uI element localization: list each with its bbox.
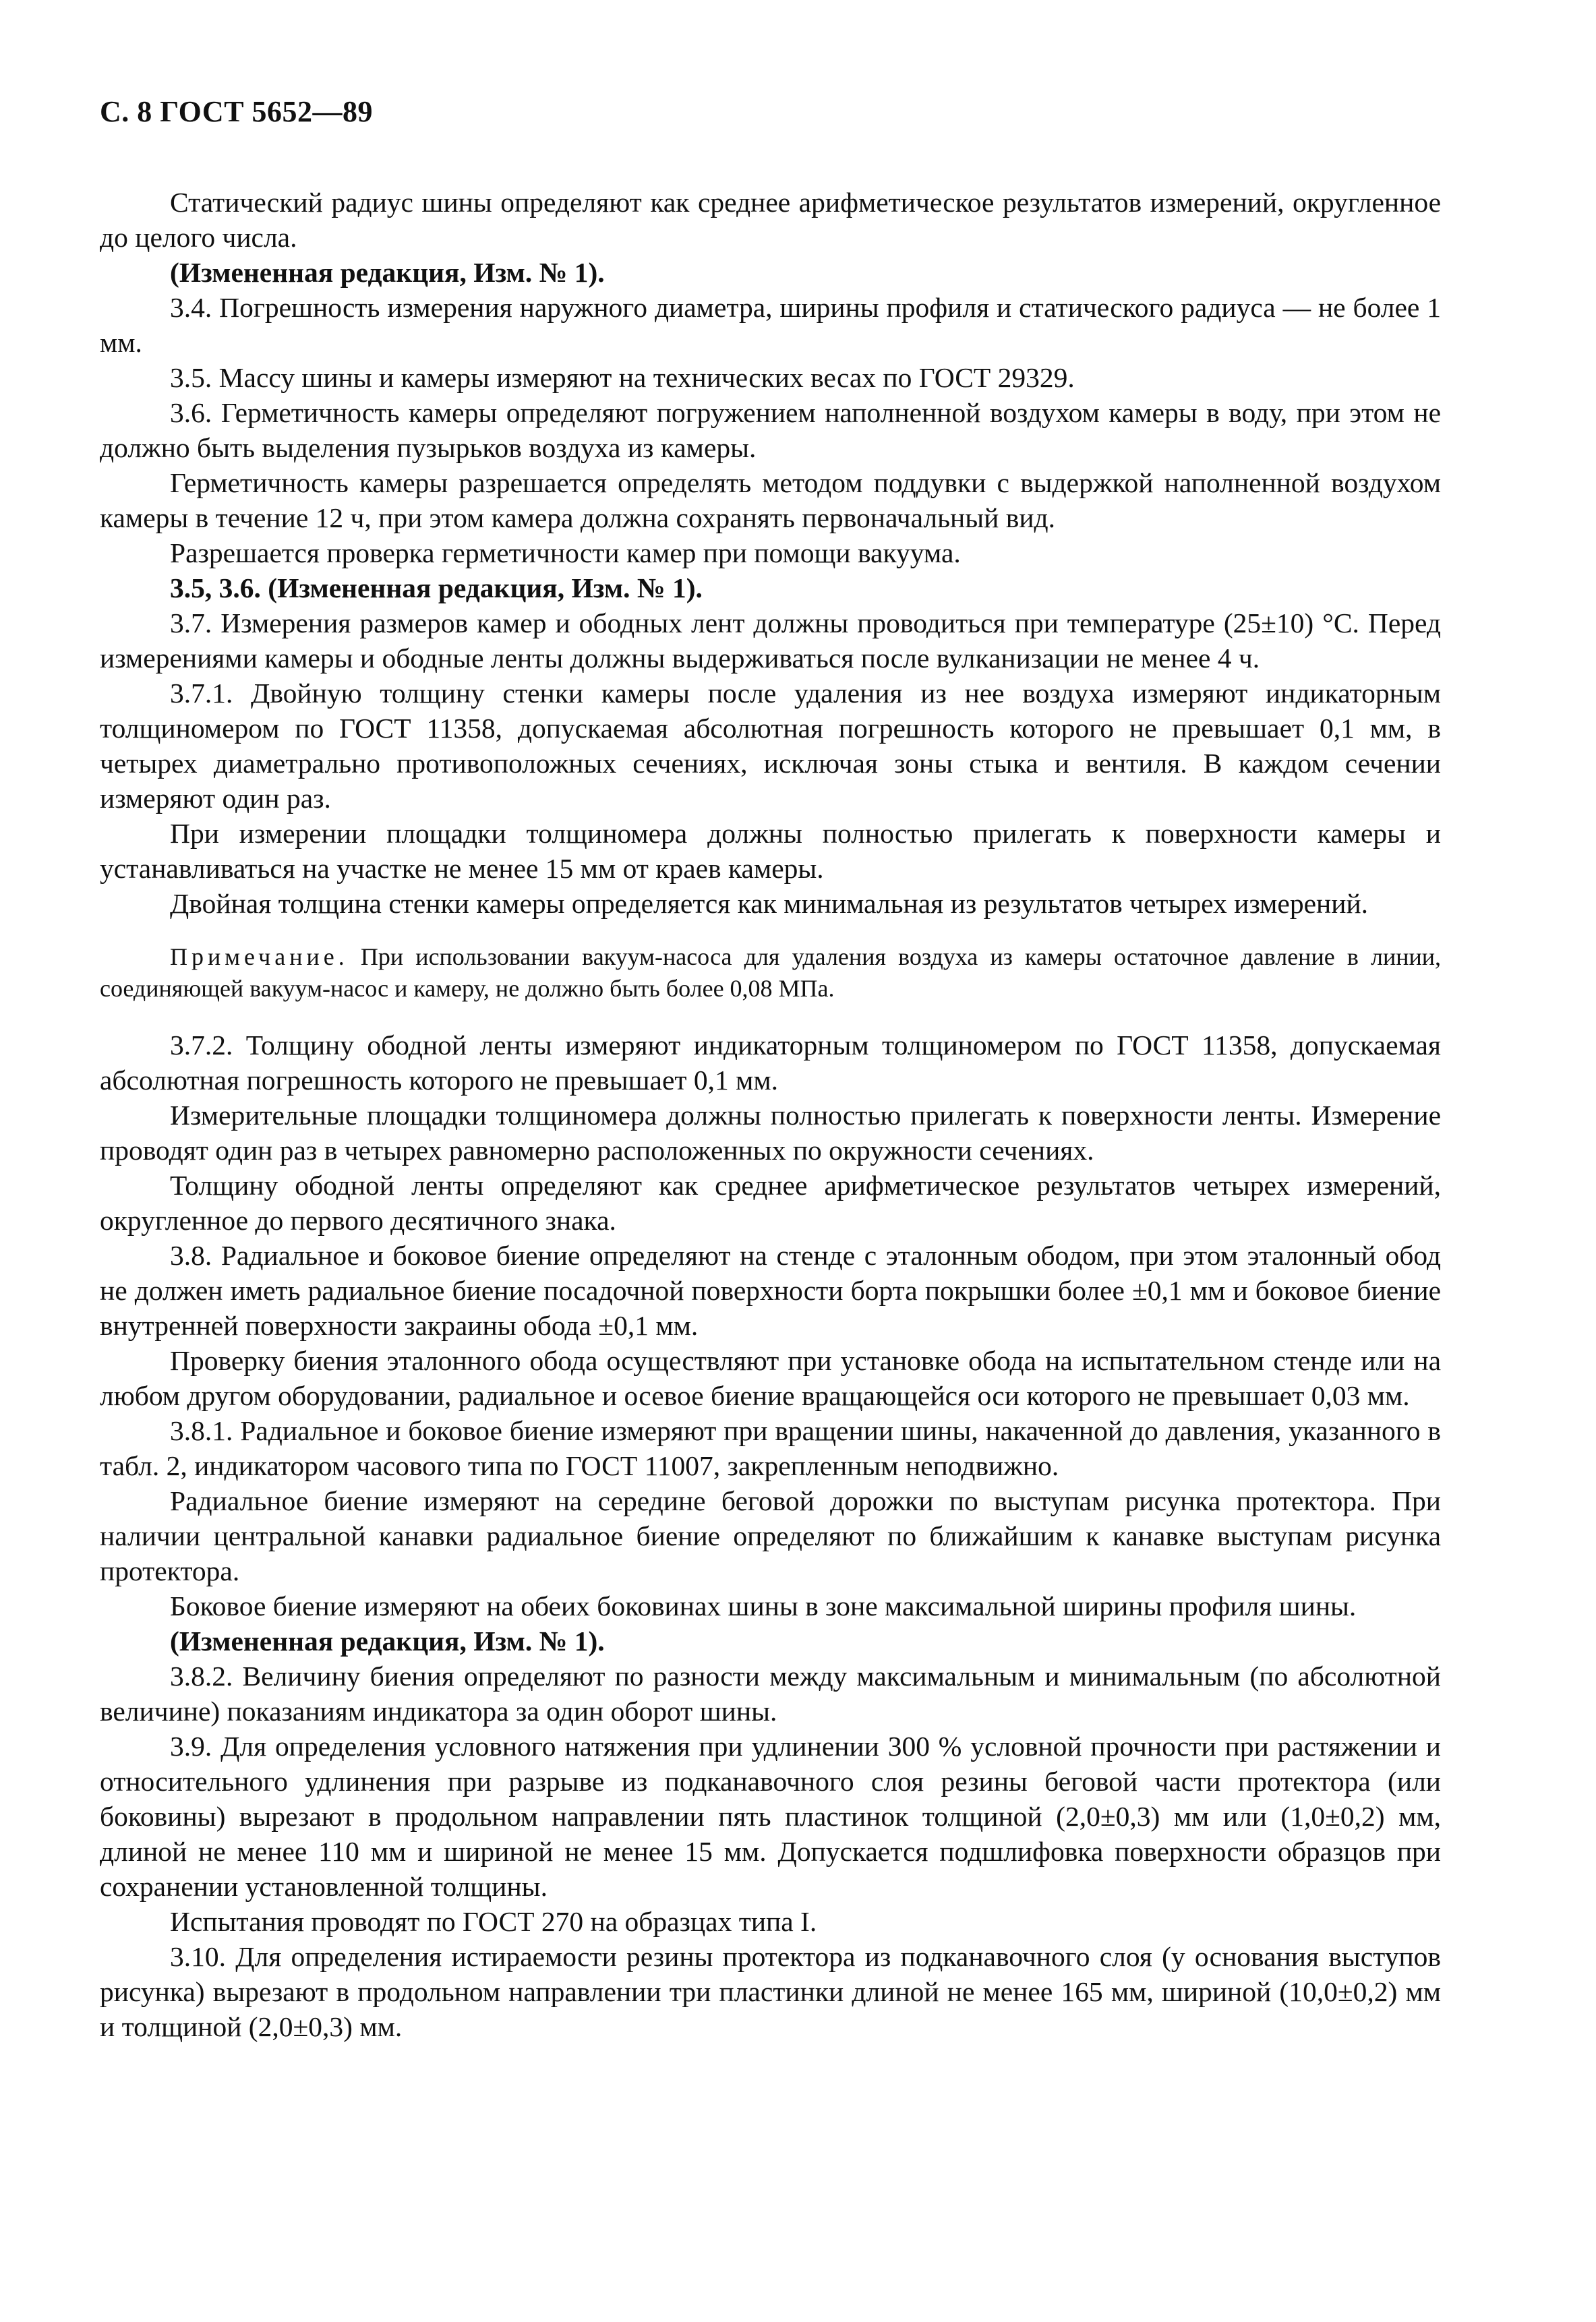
paragraph: 3.7.2. Толщину ободной ленты измеряют индикаторным толщиномером по ГОСТ 11358, допускаемая абсолютная погрешность которого не превышает 0,1 мм. bbox=[100, 1030, 1441, 1096]
paragraph: Разрешается проверка герметичности камер при помощи вакуума. bbox=[170, 537, 961, 568]
paragraph: Боковое биение измеряют на обеих боковинах шины в зоне максимальной ширины профиля шины. bbox=[170, 1590, 1357, 1621]
page-header: С. 8 ГОСТ 5652—89 bbox=[100, 95, 374, 128]
amendment-note: (Измененная редакция, Изм. № 1). bbox=[170, 257, 605, 288]
paragraph: 3.6. Герметичность камеры определяют погружением наполненной воздухом камеры в воду, при этом не должно быть выделения пузырьков воздуха из камеры. bbox=[100, 397, 1441, 463]
paragraph: Толщину ободной ленты определяют как среднее арифметическое результатов четырех измерений, округленное до первого десятичного знака. bbox=[100, 1170, 1441, 1236]
paragraph: 3.9. Для определения условного натяжения при удлинении 300 % условной прочности при растяжении и относительного удлинения при разрыве из подканавочного слоя резины беговой части протектора (или боковины) вырезают в продольном направлении пять пластинок толщиной (2,0±0,3) мм или (1,0±0,2) мм, длиной не менее 110 мм и шириной не менее 15 мм. Допускается подшлифовка поверхности образцов при сохранении установленной толщины. bbox=[100, 1731, 1441, 1902]
paragraph: 3.7.1. Двойную толщину стенки камеры после удаления из нее воздуха измеряют индикаторным толщиномером по ГОСТ 11358, допускаемая абсолютная погрешность которого не превышает 0,1 мм, в четырех диаметрально противоположных сечениях, исключая зоны стыка и вентиля. В каждом сечении измеряют один раз. bbox=[100, 678, 1441, 814]
paragraph: 3.8.1. Радиальное и боковое биение измеряют при вращении шины, накаченной до давления, указанного в табл. 2, индикатором часового типа по ГОСТ 11007, закрепленным неподвижно. bbox=[100, 1415, 1441, 1481]
paragraph: Испытания проводят по ГОСТ 270 на образцах типа I. bbox=[170, 1906, 817, 1937]
amendment-note: 3.5, 3.6. (Измененная редакция, Изм. № 1). bbox=[170, 572, 703, 603]
paragraph: Двойная толщина стенки камеры определяется как минимальная из результатов четырех измерений. bbox=[170, 888, 1369, 919]
amendment-note: (Измененная редакция, Изм. № 1). bbox=[170, 1626, 605, 1657]
note-label: Примечание. bbox=[170, 943, 349, 970]
paragraph: 3.5. Массу шины и камеры измеряют на технических весах по ГОСТ 29329. bbox=[170, 362, 1075, 393]
paragraph: Измерительные площадки толщиномера должны полностью прилегать к поверхности ленты. Измерение проводят один раз в четырех равномерно расположенных по окружности сечениях. bbox=[100, 1100, 1441, 1166]
note bbox=[100, 941, 1441, 1005]
paragraph: Радиальное биение измеряют на середине беговой дорожки по выступам рисунка протектора. При наличии центральной канавки радиальное биение определяют по ближайшим к канавке выступам рисунка протектора. bbox=[100, 1485, 1441, 1586]
paragraph: Проверку биения эталонного обода осуществляют при установке обода на испытательном стенде или на любом другом оборудовании, радиальное и осевое биение вращающейся оси которого не превышает 0,03 мм. bbox=[100, 1345, 1441, 1411]
paragraph: Статический радиус шины определяют как среднее арифметическое результатов измерений, округленное до целого числа. bbox=[100, 187, 1441, 253]
paragraph: 3.10. Для определения истираемости резины протектора из подканавочного слоя (у основания выступов рисунка) вырезают в продольном направлении три пластинки длиной не менее 165 мм, шириной (10,0±0,2) мм и толщиной (2,0±0,3) мм. bbox=[100, 1941, 1441, 2042]
paragraph: Герметичность камеры разрешается определять методом поддувки с выдержкой наполненной воздухом камеры в течение 12 ч, при этом камера должна сохранять первоначальный вид. bbox=[100, 467, 1441, 533]
note-text: При использовании вакуум-насоса для удаления воздуха из камеры остаточное давление в линии, соединяющей вакуум-насос и камеру, не должно быть более 0,08 МПа. bbox=[100, 943, 1442, 1002]
paragraph: При измерении площадки толщиномера должны полностью прилегать к поверхности камеры и устанавливаться на участке не менее 15 мм от краев камеры. bbox=[100, 818, 1441, 884]
paragraph: 3.8. Радиальное и боковое биение определяют на стенде с эталонным ободом, при этом эталонный обод не должен иметь радиальное биение посадочной поверхности борта покрышки более ±0,1 мм и боковое биение внутренней поверхности закраины обода ±0,1 мм. bbox=[100, 1240, 1441, 1341]
paragraph: 3.7. Измерения размеров камер и ободных лент должны проводиться при температуре (25±10) °С. Перед измерениями камеры и ободные ленты должны выдерживаться после вулканизации не менее 4 ч. bbox=[100, 607, 1441, 674]
paragraph: 3.8.2. Величину биения определяют по разности между максимальным и минимальным (по абсолютной величине) показаниям индикатора за один оборот шины. bbox=[100, 1661, 1441, 1727]
paragraph: 3.4. Погрешность измерения наружного диаметра, ширины профиля и статического радиуса — не более 1 мм. bbox=[100, 292, 1441, 358]
